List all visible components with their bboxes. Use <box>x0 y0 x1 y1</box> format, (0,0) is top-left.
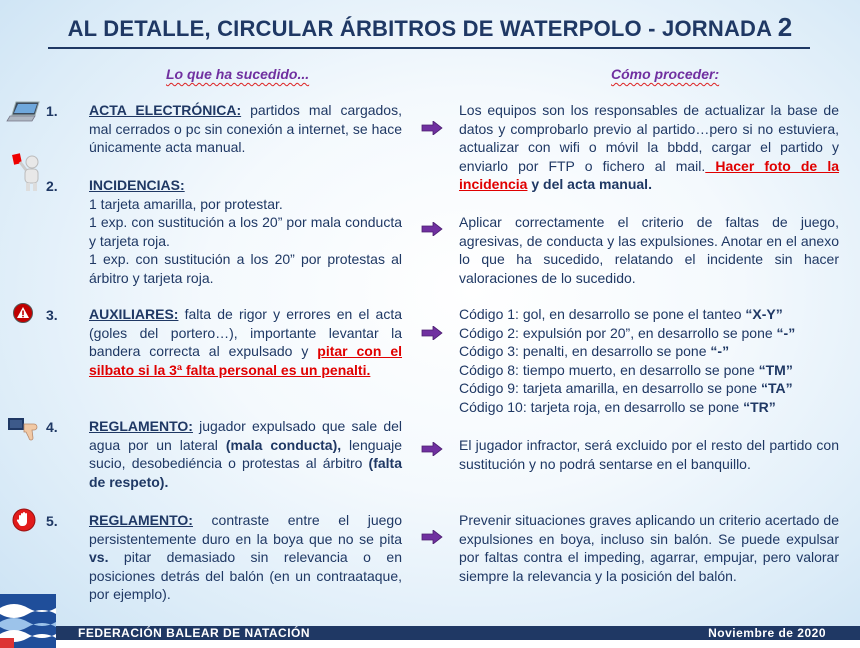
footer-organization: FEDERACIÓN BALEAR DE NATACIÓN <box>78 626 311 640</box>
code-line: Código 9: tarjeta amarilla, en desarrollo se pone “TA” <box>459 380 793 396</box>
item-5-issue: REGLAMENTO: contraste entre el juego persistentemente duro en la boya que no se pita vs. pitar demasiado sin relevancia o en posiciones detrás del balón (en un contraataque, por ejemplo). <box>89 512 402 602</box>
code-line: Código 8: tiempo muerto, en desarrollo se pone “TM” <box>459 361 793 378</box>
item-1-procedure: Los equipos son los responsables de actualizar la base de datos y comprobarlo previo al partido…pero si no estuviera, actualizar con wifi o móvil la bbdd, cargar el partido y enviarlo por FTP o fichero al mail. Hacer foto de la incidencia y del acta manual. <box>459 102 839 192</box>
laptop-icon <box>6 100 42 124</box>
footer-lower-strip <box>56 640 860 648</box>
item-number: 1. <box>46 103 58 119</box>
arrow-right-icon <box>421 530 443 544</box>
column-heading-right: Cómo proceder: <box>611 66 720 82</box>
arrow-right-icon <box>421 222 443 236</box>
arrow-right-icon <box>421 121 443 135</box>
stop-hand-icon <box>12 508 36 532</box>
red-card-figure-icon <box>12 150 42 192</box>
item-number: 4. <box>46 419 58 435</box>
column-heading-left: Lo que ha sucedido... <box>166 66 310 82</box>
item-number: 3. <box>46 307 58 323</box>
footer-date: Noviembre de 2020 <box>708 626 826 640</box>
warning-icon <box>12 303 34 323</box>
title-underline <box>48 47 810 49</box>
code-line: Código 2: expulsión por 20”, en desarrollo se pone “-” <box>459 324 796 341</box>
item-number: 2. <box>46 178 58 194</box>
item-3-procedure <box>459 305 839 416</box>
item-4-issue: REGLAMENTO: jugador expulsado que sale del agua por un lateral (mala conducta), lenguaje sucio, desobediéncia o protestas al árbitro (falta de respeto). <box>89 418 402 490</box>
federation-logo <box>0 594 56 648</box>
arrow-right-icon <box>421 442 443 456</box>
item-4-procedure: El jugador infractor, será excluido por el resto del partido con sustitución y no podrá sentarse en el banquillo. <box>459 437 839 472</box>
item-1-issue: ACTA ELECTRÓNICA: partidos mal cargados, mal cerrados o pc sin conexión a internet, se hace únicamente acta manual. <box>89 102 402 155</box>
code-line: Código 10: tarjeta roja, en desarrollo se pone “TR” <box>459 398 776 415</box>
page-title: AL DETALLE, CIRCULAR ÁRBITROS DE WATERPOLO - JORNADA 2 <box>67 12 793 42</box>
arrow-right-icon <box>421 326 443 340</box>
code-line: Código 3: penalti, en desarrollo se pone “-” <box>459 343 730 359</box>
code-line: Código 1: gol, en desarrollo se pone el tanteo “X-Y” <box>459 306 783 322</box>
thumbs-down-icon <box>6 416 40 442</box>
item-5-procedure: Prevenir situaciones graves aplicando un criterio acertado de expulsiones en boya, incluso sin balón. Se puede expulsar por faltas contra el impeding, agarrar, empujar, pero valorar siempre la relevancia y la posición del balón. <box>459 512 839 584</box>
item-2-issue: INCIDENCIAS: 1 tarjeta amarilla, por protestar. 1 exp. con sustitución a los 20” por mala conducta y tarjeta roja. 1 exp. con sustitución a los 20” por protestas al árbitro y tarjeta roja. <box>89 177 402 286</box>
item-number: 5. <box>46 513 58 529</box>
item-2-procedure: Aplicar correctamente el criterio de faltas de juego, agresivas, de conducta y las expulsiones. Anotar en el anexo lo que ha sucedido, relatando el incidente sin hacer valoraciones de lo sucedido. <box>459 214 839 286</box>
item-3-issue: AUXILIARES: falta de rigor y errores en el acta (goles del portero…), importante levantar la bandera correcta al expulsado y pitar con el silbato si la 3ª falta personal es un penalti. <box>89 306 403 378</box>
